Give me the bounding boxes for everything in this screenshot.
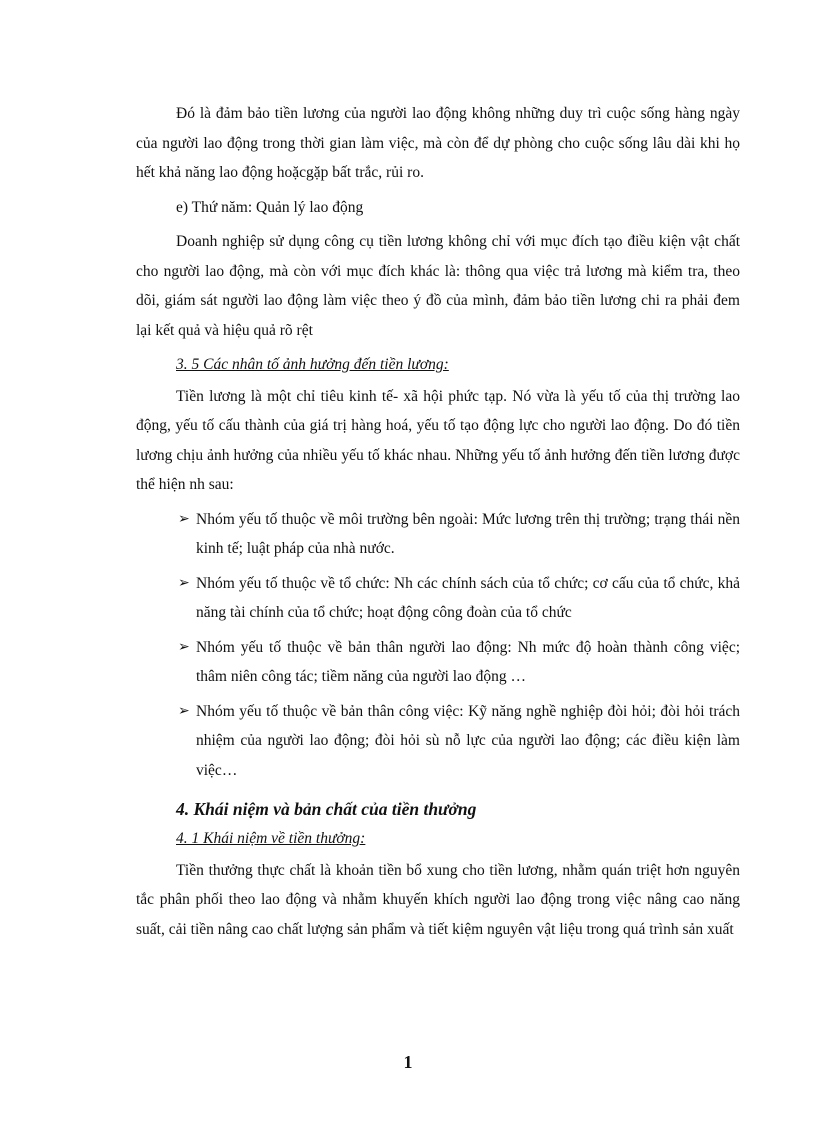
list-item-text: Nhóm yếu tố thuộc về tổ chức: Nh các chính sách của tổ chức; cơ cấu của tổ chức, khả năng tài chính của tổ chức; hoạt động công đoàn của tổ chức — [196, 574, 740, 621]
paragraph-wage-guarantee: Đó là đảm bảo tiền lương của người lao động không những duy trì cuộc sống hàng ngày của người lao động trong thời gian làm việc, mà còn để dự phòng cho cuộc sống lâu dài khi họ hết khả năng lao động hoặcgặp bất trắc, rủi ro. — [136, 105, 740, 181]
list-item — [178, 633, 740, 692]
page-content — [136, 99, 740, 949]
page-number: 1 — [403, 1052, 413, 1072]
list-item-text: Nhóm yếu tố thuộc về bản thân người lao động: Nh mức độ hoàn thành công việc; thâm niên công tác; tiềm năng của người lao động … — [196, 638, 740, 685]
paragraph-bonus-definition: Tiền thưởng thực chất là khoản tiền bổ xung cho tiền lương, nhằm quán triệt hơn nguyên tắc phân phối theo lao động và nhằm khuyến khích người lao động trong việc nâng cao năng suất, cải tiền nâng cao chất lượng sản phẩm và tiết kiệm nguyên vật liệu trong quá trình sản xuất — [136, 861, 740, 938]
section-heading-3-5: 3. 5 Các nhân tố ảnh hưởng đến tiền lương: — [176, 356, 449, 373]
list-item — [178, 569, 740, 628]
arrow-bullet-icon: ➢ — [178, 638, 190, 655]
section-heading-4: 4. Khái niệm và bản chất của tiền thưởng — [176, 799, 477, 819]
list-item — [178, 697, 740, 786]
paragraph-labor-management: Doanh nghiệp sử dụng công cụ tiền lương không chỉ với mục đích tạo điều kiện vật chất cho người lao động, mà còn với mục đích khác là: thông qua việc trả lương mà kiểm tra, theo dõi, giám sát người lao động làm việc theo ý đồ của mình, đảm bảo tiền lương chi ra phải đem lại kết quả và hiệu quả rõ rệt — [136, 233, 740, 339]
list-item-text: Nhóm yếu tố thuộc về môi trường bên ngoài: Mức lương trên thị trường; trạng thái nền kinh tế; luật pháp của nhà nước. — [196, 510, 740, 557]
paragraph-wage-factors: Tiền lương là một chỉ tiêu kinh tế- xã hội phức tạp. Nó vừa là yếu tố của thị trường lao động, yếu tố cấu thành của giá trị hàng hoá, yếu tố tạo động lực cho người lao động. Do đó tiền lương chịu ảnh hưởng của nhiều yếu tố khác nhau. Những yếu tố ảnh hưởng đến tiền lương được thể hiện nh sau: — [136, 387, 740, 493]
arrow-bullet-icon: ➢ — [178, 510, 190, 527]
arrow-bullet-icon: ➢ — [178, 574, 190, 591]
item-e-heading: e) Thứ năm: Quản lý lao động — [176, 198, 364, 216]
section-heading-4-1: 4. 1 Khái niệm về tiền thưởng: — [176, 830, 366, 847]
list-item — [178, 505, 740, 564]
arrow-bullet-icon: ➢ — [178, 702, 190, 719]
list-item-text: Nhóm yếu tố thuộc về bản thân công việc: Kỹ năng nghề nghiệp đòi hỏi; đòi hỏi trách nhiệm của người lao động; đòi hỏi sù nỗ lực của người lao động; các điều kiện làm việc… — [196, 702, 740, 779]
factor-list — [136, 505, 740, 786]
